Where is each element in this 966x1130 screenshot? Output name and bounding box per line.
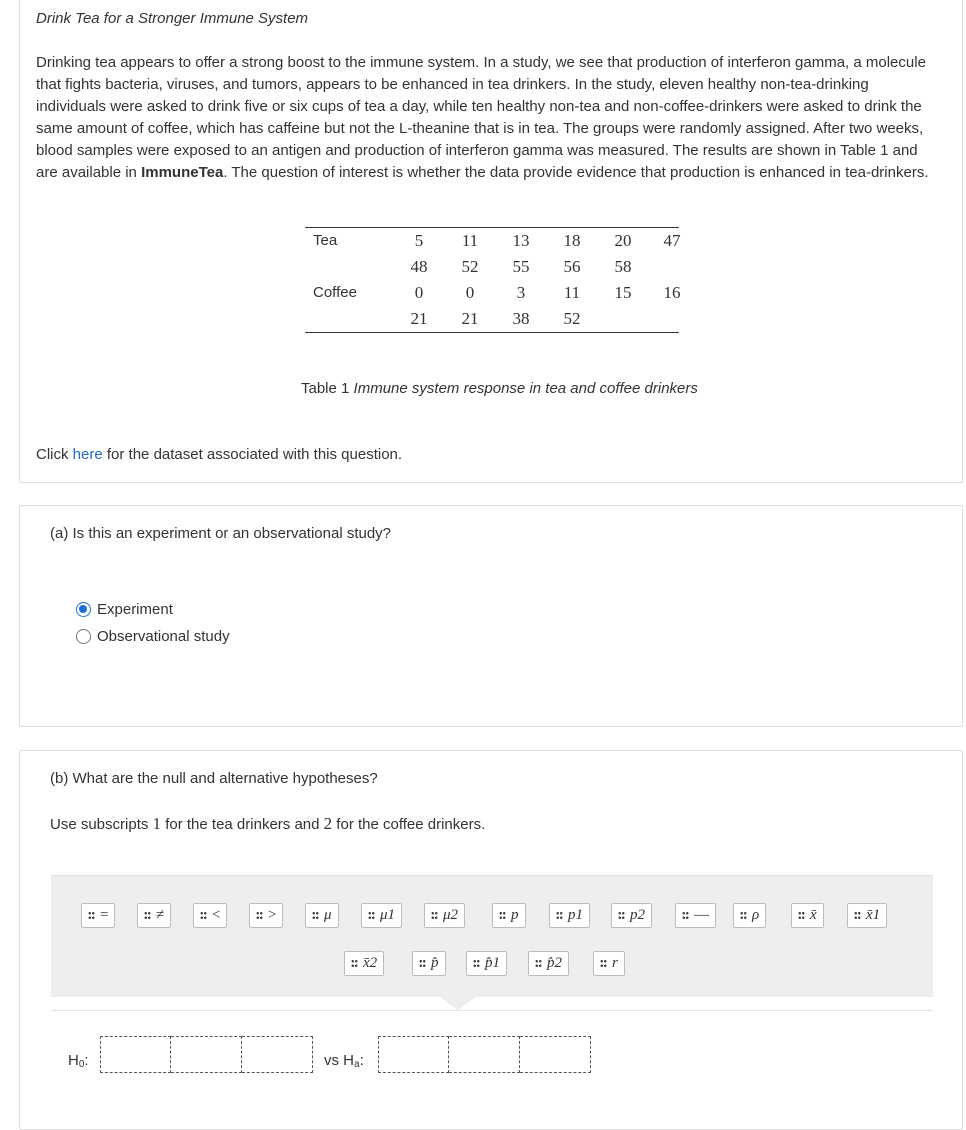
intro-panel <box>19 0 963 483</box>
chip-p[interactable]: p <box>492 903 526 928</box>
option-label: Experiment <box>97 601 173 618</box>
chip-less-than[interactable]: < <box>193 903 227 928</box>
dataset-link[interactable]: here <box>72 446 103 463</box>
table-cell: 52 <box>461 257 479 276</box>
drag-handle-icon <box>200 911 207 920</box>
ha-slot-3[interactable] <box>520 1036 591 1073</box>
drag-handle-icon <box>351 959 358 968</box>
drag-handle-icon <box>499 911 506 920</box>
table-cell: 16 <box>663 283 681 302</box>
table-cell: 58 <box>614 257 632 276</box>
drag-handle-icon <box>740 911 747 920</box>
drag-handle-icon <box>144 911 151 920</box>
table-row-tea-1 <box>305 228 679 254</box>
table-row-coffee-2 <box>305 306 679 332</box>
chip-xbar[interactable]: x̄ <box>791 903 824 928</box>
chip-phat[interactable]: p̂ <box>412 951 446 976</box>
table-cell: 20 <box>614 231 632 250</box>
chip-mu1[interactable]: μ1 <box>361 903 402 928</box>
drag-handle-icon <box>368 911 375 920</box>
table-cell: 5 <box>414 231 424 250</box>
chip-mu2[interactable]: μ2 <box>424 903 465 928</box>
table-cell: 56 <box>563 257 581 276</box>
table-cell: 13 <box>512 231 530 250</box>
symbol-palette <box>51 875 933 997</box>
chip-p2[interactable]: p2 <box>611 903 652 928</box>
table-cell: 55 <box>512 257 530 276</box>
drag-handle-icon <box>798 911 805 920</box>
drag-handle-icon <box>431 911 438 920</box>
table-caption: Table 1 Immune system response in tea and coffee drinkers <box>301 380 698 397</box>
drag-handle-icon <box>618 911 625 920</box>
chip-dash[interactable]: — <box>675 903 716 928</box>
drag-handle-icon <box>854 911 861 920</box>
chip-mu[interactable]: μ <box>305 903 339 928</box>
chip-p1[interactable]: p1 <box>549 903 590 928</box>
chip-phat2[interactable]: p̂2 <box>528 951 569 976</box>
table-cell: 48 <box>410 257 428 276</box>
table-cell: 47 <box>663 231 681 250</box>
problem-description: Drinking tea appears to offer a strong boost to the immune system. In a study, we see that production of interferon gamma, a molecule that fights bacteria, viruses, and tumors, appears to be enhanced in tea drinkers. In the study, eleven healthy non-tea-drinking individuals were asked to drink five or six cups of tea a day, while ten healthy non-tea and non-coffee-drinkers were asked to drink the same amount of coffee, which has caffeine but not the L-theanine that is in tea. The groups were randomly assigned. After two weeks, blood samples were exposed to an antigen and production of interferon gamma was measured. The results are shown in Table 1 and are available in ImmuneTea. The question of interest is whether the data provide evidence that production is enhanced in tea-drinkers. <box>36 54 929 181</box>
radio-observational[interactable] <box>76 629 91 644</box>
chip-xbar2[interactable]: x̄2 <box>344 951 384 976</box>
coffee-label: Coffee <box>313 284 357 301</box>
table-cell: 11 <box>563 283 581 302</box>
data-table <box>305 227 679 333</box>
drag-handle-icon <box>88 911 95 920</box>
chip-rho[interactable]: ρ <box>733 903 766 928</box>
drag-handle-icon <box>600 959 607 968</box>
part-b-instruction: Use subscripts 1 for the tea drinkers and 2 for the coffee drinkers. <box>50 814 486 833</box>
h0-slots <box>100 1036 313 1073</box>
chip-phat1[interactable]: p̂1 <box>466 951 507 976</box>
chip-equals[interactable]: = <box>81 903 115 928</box>
drag-handle-icon <box>535 959 542 968</box>
h0-slot-3[interactable] <box>242 1036 313 1073</box>
table-cell: 0 <box>465 283 475 302</box>
drag-handle-icon <box>473 959 480 968</box>
table-cell: 0 <box>414 283 424 302</box>
chip-greater-than[interactable]: > <box>249 903 283 928</box>
tea-label: Tea <box>313 232 338 249</box>
table-cell: 21 <box>461 309 479 328</box>
drag-handle-icon <box>312 911 319 920</box>
drag-handle-icon <box>556 911 563 920</box>
ha-slot-2[interactable] <box>449 1036 520 1073</box>
table-cell: 38 <box>512 309 530 328</box>
table-cell: 21 <box>410 309 428 328</box>
option-label: Observational study <box>97 628 230 645</box>
h0-slot-2[interactable] <box>171 1036 242 1073</box>
part-a-panel <box>19 505 963 727</box>
problem-title: Drink Tea for a Stronger Immune System <box>36 10 309 27</box>
table-cell: 18 <box>563 231 581 250</box>
part-a-question: (a) Is this an experiment or an observational study? <box>50 525 392 542</box>
table-row-tea-2 <box>305 254 679 280</box>
chip-xbar1[interactable]: x̄1 <box>847 903 887 928</box>
chip-r[interactable]: r <box>593 951 625 976</box>
drag-handle-icon <box>682 911 689 920</box>
table-cell: 11 <box>461 231 479 250</box>
option-experiment[interactable] <box>76 601 173 618</box>
dataset-line: Click here for the dataset associated with this question. <box>36 446 403 463</box>
chip-not-equal[interactable]: ≠ <box>137 903 171 928</box>
table-cell: 15 <box>614 283 632 302</box>
option-observational[interactable] <box>76 628 230 645</box>
palette-pointer <box>440 997 476 1010</box>
ha-label: vs $H_a$: <box>324 1052 364 1070</box>
ha-slots <box>378 1036 591 1073</box>
part-b-question: (b) What are the null and alternative hypotheses? <box>50 770 378 787</box>
part-b-panel <box>19 750 963 1130</box>
drag-handle-icon <box>419 959 426 968</box>
table-cell: 52 <box>563 309 581 328</box>
drag-handle-icon <box>256 911 263 920</box>
h0-slot-1[interactable] <box>100 1036 171 1073</box>
table-row-coffee-1 <box>305 280 679 306</box>
h0-label: $H_0$: <box>68 1052 89 1070</box>
table-cell: 3 <box>516 283 526 302</box>
ha-slot-1[interactable] <box>378 1036 449 1073</box>
dataset-name: ImmuneTea <box>141 164 224 181</box>
radio-experiment[interactable] <box>76 602 91 617</box>
